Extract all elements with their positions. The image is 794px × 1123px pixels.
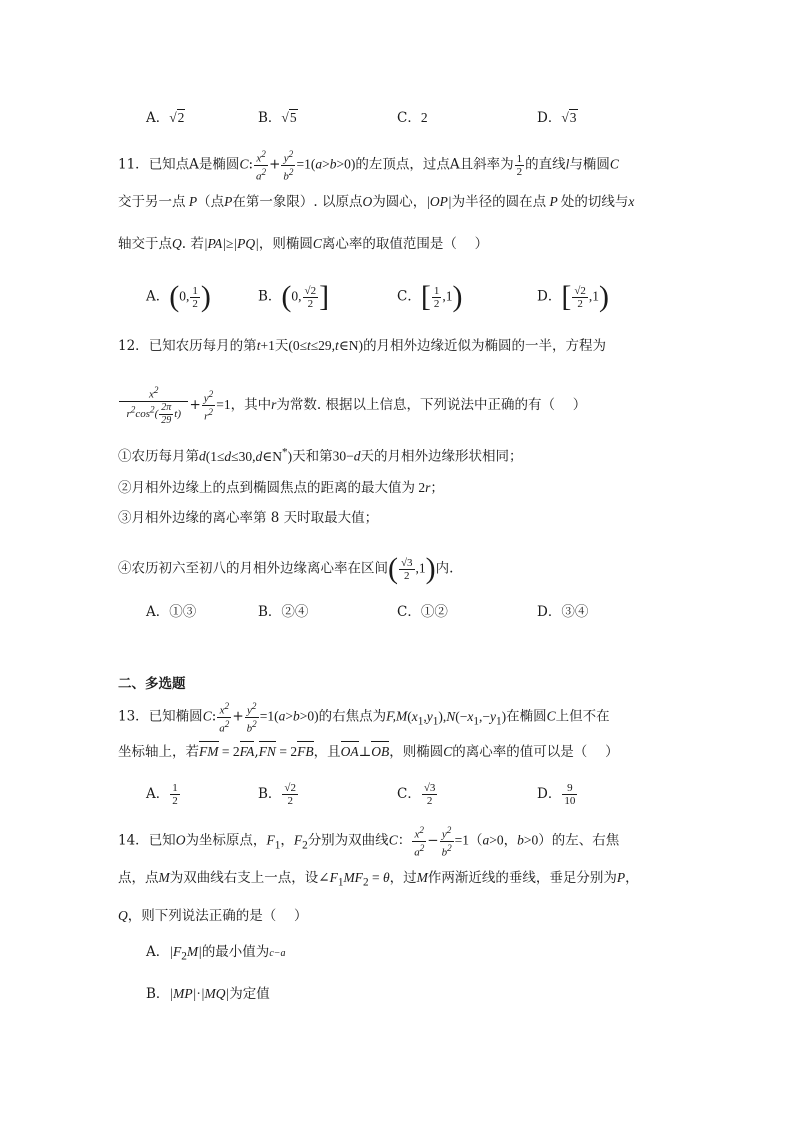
q14-line-1: 14．已知O为坐标原点，$F_1$，$F_2$分别为双曲线C： $\frac{x^2}{a^2}$ − $\frac{y^2}{b^2}$ =1（a>0，b>0）的左、右焦 [118,825,620,859]
q12-option-b[interactable]: B．②④ [258,604,309,620]
q11-option-b[interactable]: B．(0, $\frac{√2}{2}$ ] [258,280,330,313]
q11-line-1: 11．已知点A是椭圆C: $\frac{x^2}{a^2}$ + $\frac{y^2}{b^2}$ =1(a>b>0)的左顶点，过点A且斜率为 $\frac{1}{2}$ 的直线l与椭圆C [118,149,619,183]
q12-option-d[interactable]: D．③④ [537,604,589,620]
q12-option-a[interactable]: A．①③ [146,604,197,620]
q13-line-2: 坐标轴上，若FM = 2FA,FN = 2FB，且OA⊥OB，则椭圆C的离心率的值可以是（ ） [118,744,619,760]
q12-statement-3: ③月相外边缘的离心率第 8 天时取最大值； [118,510,379,526]
q13-option-a[interactable]: A． $\frac{1}{2}$ [146,782,178,807]
q11-option-c[interactable]: C．[ $\frac{1}{2}$ ,1) [397,280,463,313]
q11-line-3: 轴交于点Q. 若|PA|≥|PQ|，则椭圆C离心率的取值范围是（ ） [118,236,489,252]
q11-option-a[interactable]: A．(0, $\frac{1}{2}$ ) [146,280,211,313]
q13-line-1: 13．已知椭圆C: $\frac{x^2}{a^2}$ + $\frac{y^2}{b^2}$ =1(a>b>0)的右焦点为$F,M(x_1,y_1),N(-x_1,-y_1)$在椭圆C上但不在 [118,701,610,735]
q13-option-d[interactable]: D． $\frac{9}{10}$ [537,782,576,807]
q12-statement-2: ②月相外边缘上的点到椭圆焦点的距离的最大值为 2r； [118,480,444,496]
q11-option-d[interactable]: D．[ $\frac{√2}{2}$ ,1) [537,280,609,313]
q12-statement-1: ①农历每月第d(1≤d≤30,d∈N*)天和第30−d天的月相外边缘形状相同； [118,446,523,465]
section-heading: 二、多选题 [118,676,186,692]
q10-option-b[interactable]: B．√5 [258,110,297,126]
q13-option-c[interactable]: C． $\frac{√3}{2}$ [397,782,436,807]
q10-option-d[interactable]: D．√3 [537,110,577,126]
q12-line-1: 12．已知农历每月的第t+1天(0≤t≤29,t∈N)的月相外边缘近似为椭圆的一半，方程为 [118,338,607,354]
q14-option-a[interactable]: A．$|F_2M|$的最小值为c−a [146,944,286,963]
q14-line-2: 点，点M为双曲线右支上一点，设$\angle F_1MF_2 = \theta$，过M作两渐近线的垂线，垂足分别为P， [118,870,639,889]
q10-option-c[interactable]: C．2 [397,110,428,126]
q14-option-b[interactable]: B．|MP|·|MQ|为定值 [146,986,270,1002]
q14-line-3: Q，则下列说法正确的是（ ） [118,908,308,924]
q13-option-b[interactable]: B． $\frac{√2}{2}$ [258,782,296,807]
q11-line-2: 交于另一点 P（点P在第一象限）. 以原点O为圆心，|OP|为半径的圆在点 P 处的切线与x [118,194,635,210]
q12-option-c[interactable]: C．①② [397,604,448,620]
q12-statement-4: ④农历初六至初八的月相外边缘离心率在区间( $\frac{√3}{2}$ ,1)内. [118,552,454,585]
q12-line-2: $x^2$ $r^2\cos^2$( $\frac{2\pi}{29}$ t) + $\frac{y^2}{r^2}$ =1，其中r为常数. 根据以上信息，下列说法中正确的有（ ） [118,384,586,427]
q10-option-a[interactable]: A．√2 [146,110,185,126]
